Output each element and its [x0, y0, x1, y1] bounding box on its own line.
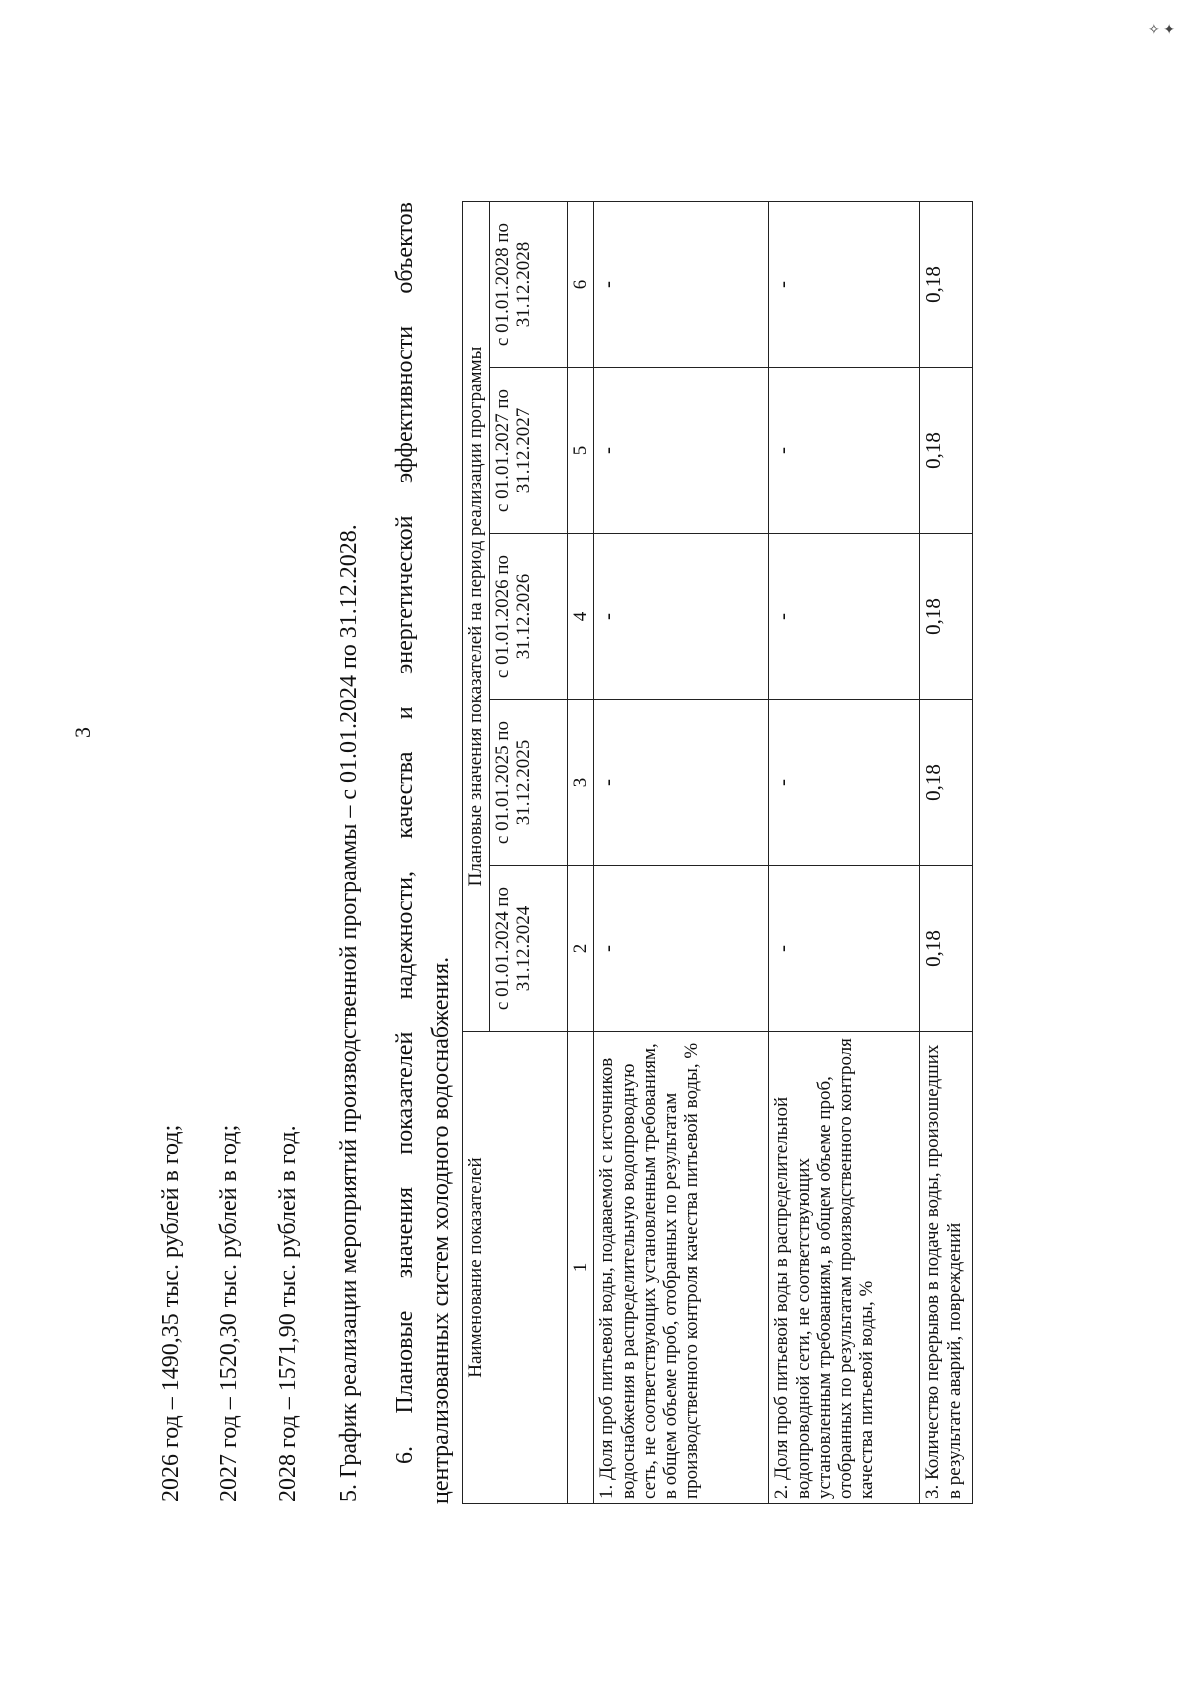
text-line-2028: 2028 год – 1571,90 тыс. рублей в год.	[275, 1125, 301, 1502]
column-number: 2	[568, 866, 594, 1032]
row-value: -	[594, 700, 769, 866]
row-value: -	[769, 368, 920, 534]
section6-word: объектов	[392, 202, 418, 294]
text-line-2026: 2026 год – 1490,35 тыс. рублей в год;	[158, 1124, 184, 1502]
column-number: 5	[568, 368, 594, 534]
table-row	[920, 202, 973, 1504]
page-number: 3	[70, 727, 95, 738]
period-header: с 01.01.2025 по 31.12.2025	[490, 700, 568, 866]
row-value: 0,18	[920, 866, 973, 1032]
row-value: 0,18	[920, 700, 973, 866]
row-value: -	[594, 368, 769, 534]
scan-marks: ✧ ✦	[1148, 23, 1175, 38]
row-label: 1. Доля проб питьевой воды, подаваемой с источников водоснабжения в распределительную водопроводную сеть, не соответствующих установленным требованиям, в общем объеме проб, отобранных по результатам производственного контроля качества питьевой воды, %	[594, 1032, 769, 1504]
section6-word: качества	[392, 751, 418, 839]
section6-word: и	[392, 706, 418, 720]
section6-word: эффективности	[392, 325, 418, 484]
row-value: 0,18	[920, 534, 973, 700]
row-value: 0,18	[920, 202, 973, 368]
name-header: Наименование показателей	[463, 1032, 568, 1504]
table-header-row	[463, 202, 490, 1504]
table-row	[769, 202, 920, 1504]
section6-heading	[392, 202, 419, 1464]
section6-heading-line2: централизованных систем холодного водоснабжения.	[428, 956, 454, 1504]
column-number: 3	[568, 700, 594, 866]
indicators-table	[462, 201, 973, 1504]
period-header: с 01.01.2024 по 31.12.2024	[490, 866, 568, 1032]
period-header: с 01.01.2028 по 31.12.2028	[490, 202, 568, 368]
section6-word: значения	[392, 1186, 418, 1279]
row-value: -	[769, 534, 920, 700]
row-value: -	[769, 700, 920, 866]
row-value: -	[594, 534, 769, 700]
column-number: 4	[568, 534, 594, 700]
section6-word: показателей	[392, 1031, 418, 1155]
table-row	[594, 202, 769, 1504]
row-label: 2. Доля проб питьевой воды в распределительной водопроводной сети, не соответствующих установленным требованиям, в общем объеме проб, отобранных по результатам производственного контроля качества питьевой воды, %	[769, 1032, 920, 1504]
period-header: с 01.01.2027 по 31.12.2027	[490, 368, 568, 534]
row-value: -	[769, 866, 920, 1032]
row-value: 0,18	[920, 368, 973, 534]
section6-word: Плановые	[392, 1310, 418, 1414]
column-number: 1	[568, 1032, 594, 1504]
row-label: 3. Количество перерывов в подаче воды, произошедших в результате аварий, повреждений	[920, 1032, 973, 1504]
column-number-row	[568, 202, 594, 1504]
section6-word: надежности,	[392, 871, 418, 1000]
column-number: 6	[568, 202, 594, 368]
group-header: Плановые значения показателей на период реализации программы	[463, 202, 490, 1032]
schedule-line: 5. График реализации мероприятий производственной программы – с 01.01.2024 по 31.12.2028.	[336, 524, 362, 1502]
section6-word: 6.	[392, 1446, 418, 1464]
text-line-2027: 2027 год – 1520,30 тыс. рублей в год;	[216, 1124, 242, 1502]
period-header: с 01.01.2026 по 31.12.2026	[490, 534, 568, 700]
row-value: -	[594, 202, 769, 368]
section6-word: энергетической	[392, 515, 418, 675]
row-value: -	[769, 202, 920, 368]
row-value: -	[594, 866, 769, 1032]
